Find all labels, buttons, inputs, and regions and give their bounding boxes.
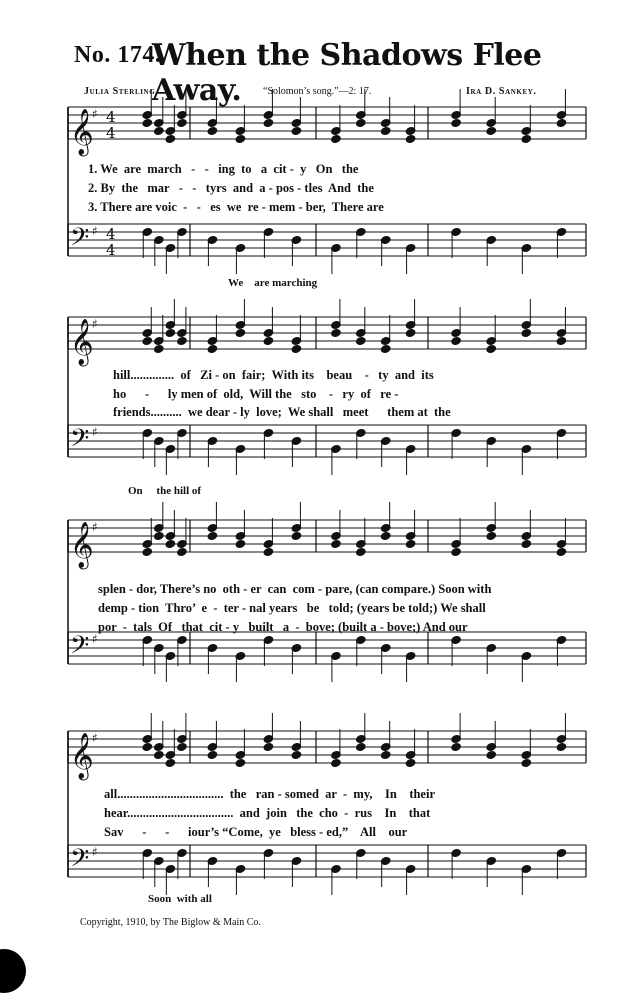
note-head — [142, 742, 153, 751]
note-head — [521, 758, 532, 767]
note-head — [153, 344, 164, 353]
system4-verse2: hear.................................. and join the cho - rus In that — [104, 806, 431, 820]
system2-bass-words: On the hill of — [128, 485, 202, 497]
bass-clef-icon: 𝄢 — [70, 424, 90, 459]
note-head — [263, 336, 274, 345]
time-signature-bottom: 4 — [106, 241, 116, 259]
note-head — [331, 328, 342, 337]
time-signature-top: 4 — [106, 108, 116, 126]
note-head — [451, 742, 462, 751]
system3-verse2: demp - tion Thro’ e - ter - nal years be told; (years be told;) We shall — [98, 601, 486, 615]
system2-verse3: friends.......... we dear - ly love; We shall meet them at the — [113, 405, 451, 419]
bass-clef-icon: 𝄢 — [70, 844, 90, 879]
treble-clef-icon: 𝄞 — [70, 522, 94, 568]
note-head — [153, 750, 164, 759]
note-head — [165, 758, 176, 767]
system4-verse1: all.................................. the ran - somed ar - my, In their — [104, 787, 436, 801]
note-head — [521, 328, 532, 337]
note-head — [451, 336, 462, 345]
time-signature-top: 4 — [106, 225, 116, 243]
note-head — [556, 336, 567, 345]
note-head — [355, 118, 366, 127]
note-head — [263, 742, 274, 751]
note-head — [207, 531, 218, 540]
note-head — [207, 750, 218, 759]
bass-clef-icon: 𝄢 — [70, 631, 90, 666]
note-head — [486, 531, 497, 540]
note-head — [235, 758, 246, 767]
sharp-icon: ♯ — [92, 224, 98, 238]
note-head — [177, 118, 188, 127]
sharp-icon: ♯ — [92, 425, 98, 439]
note-head — [486, 344, 497, 353]
note-head — [291, 531, 302, 540]
note-head — [355, 547, 366, 556]
note-head — [177, 742, 188, 751]
note-head — [380, 344, 391, 353]
note-head — [331, 134, 342, 143]
note-head — [405, 758, 416, 767]
treble-clef-icon: 𝄞 — [70, 733, 94, 779]
note-head — [153, 126, 164, 135]
note-head — [521, 539, 532, 548]
note-head — [405, 539, 416, 548]
sharp-icon: ♯ — [92, 317, 98, 331]
note-head — [380, 531, 391, 540]
note-head — [556, 742, 567, 751]
system2-verse2: ho - ly men of old, Will the sto - ry of re - — [113, 387, 399, 401]
scripture-reference: “Solomon’s song.”—2: 17. — [263, 86, 372, 97]
sharp-icon: ♯ — [92, 845, 98, 859]
note-head — [207, 344, 218, 353]
note-head — [451, 547, 462, 556]
note-head — [291, 750, 302, 759]
bass-clef-icon: 𝄢 — [70, 223, 90, 258]
sharp-icon: ♯ — [92, 107, 98, 121]
treble-clef-icon: 𝄞 — [70, 319, 94, 365]
hymn-number: No. 174. — [74, 42, 162, 68]
note-head — [380, 126, 391, 135]
system1-bass-words: We are marching — [228, 277, 318, 289]
note-head — [486, 750, 497, 759]
note-head — [142, 547, 153, 556]
author-credit: Julia Sterling. — [84, 86, 159, 97]
note-head — [355, 336, 366, 345]
note-head — [177, 547, 188, 556]
system3-verse1: splen - dor, There’s no oth - er can com - pare, (can compare.) Soon with — [98, 582, 492, 596]
sharp-icon: ♯ — [92, 632, 98, 646]
note-head — [556, 118, 567, 127]
note-head — [235, 328, 246, 337]
system1-verse3: 3. There are voic - - es we re - mem - ber, There are — [88, 200, 384, 214]
treble-clef-icon: 𝄞 — [70, 109, 94, 155]
note-head — [235, 539, 246, 548]
note-head — [235, 134, 246, 143]
note-head — [142, 118, 153, 127]
note-head — [207, 126, 218, 135]
system4-verse3: Sav - - iour’s “Come, ye bless - ed,” All our — [104, 825, 408, 839]
note-head — [521, 134, 532, 143]
copyright-notice: Copyright, 1910, by The Biglow & Main Co. — [80, 917, 261, 928]
note-head — [486, 126, 497, 135]
note-head — [556, 547, 567, 556]
note-head — [405, 134, 416, 143]
note-head — [165, 539, 176, 548]
note-head — [263, 547, 274, 556]
system4-bass-words: Soon with all — [148, 893, 212, 905]
note-head — [165, 134, 176, 143]
note-head — [165, 328, 176, 337]
system1-verse2: 2. By the mar - - tyrs and a - pos - tles And the — [88, 181, 374, 195]
hymn-title: When the Shadows Flee Away. — [152, 38, 542, 108]
note-head — [355, 742, 366, 751]
system1-verse1: 1. We are march - - ing to a cit - y On the — [88, 162, 359, 176]
note-head — [263, 118, 274, 127]
note-head — [177, 336, 188, 345]
note-head — [291, 344, 302, 353]
note-head — [153, 531, 164, 540]
composer-credit: Ira D. Sankey. — [466, 86, 537, 97]
sharp-icon: ♯ — [92, 520, 98, 534]
sharp-icon: ♯ — [92, 731, 98, 745]
system3-verse3: por - tals Of that cit - y built a - bove; (built a - bove;) And our — [98, 620, 468, 634]
note-head — [331, 539, 342, 548]
note-head — [291, 126, 302, 135]
system2-verse1: hill.............. of Zi - on fair; With its beau - ty and its — [113, 368, 434, 382]
note-head — [380, 750, 391, 759]
note-head — [405, 328, 416, 337]
time-signature-bottom: 4 — [106, 124, 116, 142]
note-head — [451, 118, 462, 127]
note-head — [331, 758, 342, 767]
note-head — [142, 336, 153, 345]
